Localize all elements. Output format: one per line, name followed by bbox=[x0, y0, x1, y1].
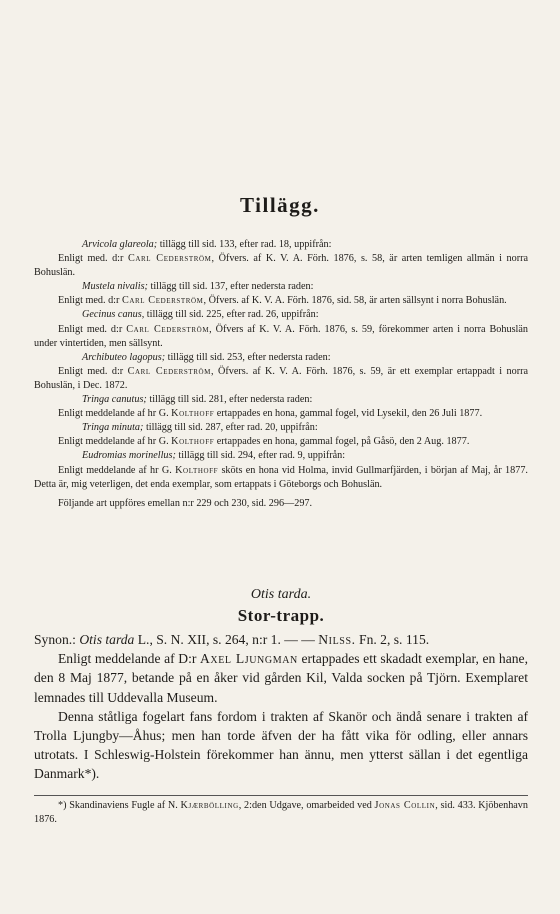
species-swedish-name: Stor-trapp. bbox=[237, 606, 325, 625]
entry-body bbox=[34, 252, 528, 280]
entry-header bbox=[34, 421, 528, 435]
entry-header bbox=[34, 449, 528, 463]
entry-text-a: Enligt meddelande af hr G. bbox=[58, 408, 172, 420]
entry-text-b: , Öfvers. af K. V. A. Förh. 1876, sid. 58, är arten sällsynt i norra Bohuslän. bbox=[203, 295, 507, 307]
addenda-list bbox=[34, 238, 528, 511]
entry-species: Eudromias morinellus; bbox=[82, 450, 176, 462]
entry-author: Kolthoff bbox=[171, 436, 215, 448]
entry-author: Carl Cederström bbox=[121, 295, 204, 307]
entry-header bbox=[34, 238, 528, 252]
entry-text-a: Enligt med. d:r bbox=[58, 253, 128, 265]
footnote-text-c: , sid. 433. Kjöbenhavn 1876. bbox=[34, 800, 528, 826]
entry-text-b: ertappades en hona, gammal fogel, vid Lysekil, den 26 Juli 1877. bbox=[214, 408, 483, 420]
entry-author: Carl Cederström bbox=[127, 365, 212, 377]
paragraph-record bbox=[34, 649, 528, 707]
entry-body bbox=[34, 294, 528, 308]
entry-header bbox=[34, 393, 528, 407]
entry-species: Tringa minuta; bbox=[82, 422, 144, 434]
person-name: Axel Ljungman bbox=[199, 651, 298, 667]
entry-reference: tillägg till sid. 133, efter rad. 18, uppifrån: bbox=[157, 239, 332, 250]
entry-author: Carl Cederström bbox=[126, 323, 210, 335]
entry-body bbox=[34, 407, 528, 421]
entry-header bbox=[34, 308, 528, 322]
entries-container bbox=[34, 238, 528, 492]
footnote-text bbox=[34, 799, 528, 828]
synonym-latin: Otis tarda bbox=[79, 632, 135, 647]
footnote-editor: Jonas Collin bbox=[374, 800, 436, 811]
entry-text-b: ertappades en hona, gammal fogel, på Gåsö, den 2 Aug. 1877. bbox=[214, 436, 470, 448]
para1-text-a: Enligt meddelande af D:r bbox=[58, 651, 200, 667]
entry-text-a: Enligt meddelande af hr G. bbox=[58, 436, 172, 448]
entry-text-b: sköts en hona vid Holma, invid Gullmarfjärden, i början af Maj, år 1877. Detta är, mig veterligen, det enda exemplar, som ertappats i Göteborgs och Bohuslän. bbox=[34, 464, 528, 490]
synonym-author: Nilss. bbox=[318, 632, 356, 647]
footnote-text-a: *) Skandinaviens Fugle af N. bbox=[58, 800, 181, 811]
entry-text-b: , Öfvers. af K. V. A. Förh. 1876, s. 58, är arten temligen allmän i norra Bohuslän. bbox=[34, 253, 528, 279]
entry-reference: tillägg till sid. 294, efter rad. 9, uppifrån: bbox=[175, 450, 346, 462]
entry-text-a: Enligt med. d:r bbox=[58, 365, 128, 377]
entry-text-b: , Öfvers. af K. V. A. Förh. 1876, s. 59, är ett exemplar ertappadt i norra Bohuslän, i Dec. 1872. bbox=[34, 365, 529, 391]
page-title: Tillägg. bbox=[240, 193, 320, 217]
species-text bbox=[34, 630, 528, 784]
insert-note: Följande art uppföres emellan n:r 229 och 230, sid. 296—297. bbox=[58, 497, 313, 509]
entry-species: Mustela nivalis; bbox=[82, 281, 148, 293]
entry-reference: tillägg till sid. 281, efter nedersta raden: bbox=[146, 394, 313, 406]
entry-body bbox=[34, 323, 528, 351]
entry-body bbox=[34, 365, 528, 393]
entry-text-a: Enligt meddelande af hr G. bbox=[58, 464, 176, 476]
entry-author: Kolthoff bbox=[171, 408, 215, 420]
entry-author: Kolthoff bbox=[175, 464, 219, 476]
entry-species: Tringa canutus; bbox=[82, 394, 147, 406]
footnote bbox=[34, 799, 528, 828]
para1-text-b: ertappades ett skadadt exemplar, en hane, den 8 Maj 1877, betande på en åker vid gården Kil, Valda socken på Tjörn. Exemplaret lemnades till Uddevalla Museum. bbox=[34, 651, 528, 705]
entry-header bbox=[34, 351, 528, 365]
entry-body bbox=[34, 464, 528, 492]
paragraph-history: Denna ståtliga fogelart fans fordom i trakten af Skanör och ändå senare i trakten af Trolla Ljungby—Åhus; men han torde äfven der ha fått vika för odling, eller annars utrotats. I Schleswig-Holstein förekommer han ännu, men ytterst sällan i det egentliga Danmark*). bbox=[34, 708, 528, 782]
entry-reference: tillägg till sid. 287, efter rad. 20, uppifrån: bbox=[143, 422, 318, 434]
footnote-text-b: , 2:den Udgave, omarbeided ved bbox=[238, 800, 375, 811]
footnote-author: Kjærbölling bbox=[180, 800, 239, 811]
synonym-ref: L., S. N. XII, s. 264, n:r 1. — — bbox=[134, 632, 319, 647]
footnote-rule bbox=[34, 795, 528, 796]
synonym-ref-end: Fn. 2, s. 115. bbox=[355, 632, 430, 647]
synonym-label: Synon.: bbox=[34, 632, 80, 647]
synonym-line bbox=[34, 630, 528, 649]
entry-species: Arvicola glareola; bbox=[82, 239, 158, 250]
entry-author: Carl Cederström bbox=[127, 253, 212, 265]
entry-reference: tillägg till sid. 225, efter rad. 26, uppifrån: bbox=[144, 309, 319, 321]
entry-text-a: Enligt med. d:r bbox=[58, 323, 127, 335]
entry-text-a: Enligt med. d:r bbox=[58, 295, 122, 307]
entry-text-b: , Öfvers af K. V. A. Förh. 1876, s. 59, förekommer arten i norra Bohuslän under vintertiden, men sällsynt. bbox=[34, 323, 528, 349]
entry-reference: tillägg till sid. 253, efter nedersta raden: bbox=[165, 351, 331, 363]
species-section bbox=[34, 585, 528, 784]
species-latin-name: Otis tarda. bbox=[250, 587, 312, 602]
entry-reference: tillägg till sid. 137, efter nedersta raden: bbox=[147, 281, 314, 293]
entry-species: Archibuteo lagopus; bbox=[82, 351, 166, 363]
entry-header bbox=[34, 280, 528, 294]
entry-species: Gecinus canus, bbox=[82, 309, 145, 321]
entry-body bbox=[34, 435, 528, 449]
